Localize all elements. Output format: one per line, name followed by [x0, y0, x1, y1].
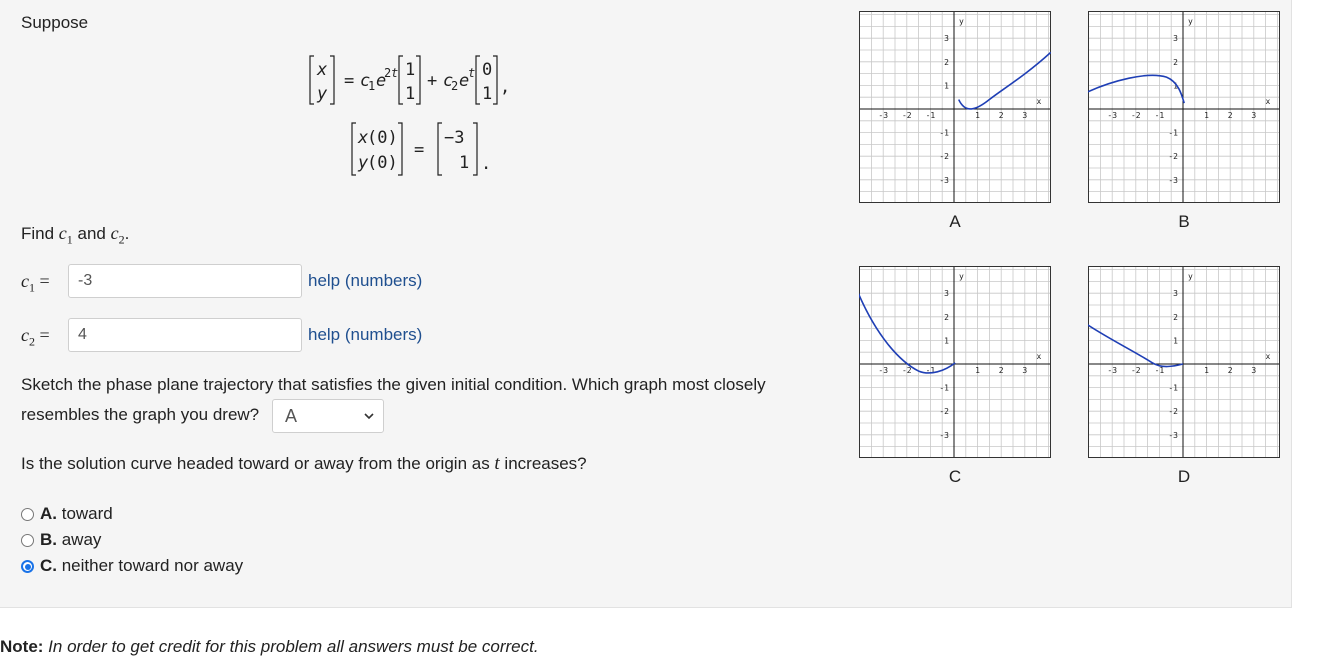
x-tick-label: 3	[1251, 366, 1257, 375]
x-tick-label: 2	[998, 366, 1004, 375]
x-axis-label: x	[1265, 352, 1271, 361]
y-tick-label: 3	[1173, 34, 1178, 44]
x-tick-label: 2	[1227, 111, 1233, 120]
equation-block	[300, 48, 550, 183]
graph-choice-value: A	[285, 406, 298, 426]
radio-button[interactable]	[21, 534, 34, 547]
svg-text:x: x	[358, 128, 369, 148]
y-tick-label: 3	[1173, 289, 1178, 299]
y-tick-label: 3	[944, 34, 949, 44]
y-tick-label: -1	[939, 383, 949, 393]
y-tick-label: -2	[939, 407, 949, 417]
c2-input[interactable]	[68, 318, 302, 352]
y-tick-label: -2	[1168, 407, 1178, 417]
graph-frame	[1089, 267, 1280, 458]
svg-text:c: c	[443, 71, 454, 91]
svg-text:.: .	[481, 154, 492, 174]
x-axis-label: x	[1036, 352, 1042, 361]
option-neither[interactable]: C. neither toward nor away	[21, 556, 243, 576]
y-tick-label: 1	[1173, 81, 1178, 91]
y-axis-label: y	[1188, 17, 1193, 26]
svg-text:=: =	[414, 140, 425, 160]
graph-c	[859, 266, 1051, 458]
footer-note	[0, 637, 539, 657]
find-instruction: Find $c_1$ and $c_2$.	[21, 223, 130, 247]
svg-text:,: ,	[500, 77, 511, 97]
x-tick-label: 1	[1204, 111, 1210, 120]
graph-choice-select[interactable]	[272, 399, 384, 433]
x-tick-label: 3	[1022, 366, 1028, 375]
graph-frame	[860, 12, 1051, 203]
graph-b-label: B	[1178, 212, 1190, 231]
x-tick-label: -2	[1130, 111, 1141, 120]
svg-text:1: 1	[482, 84, 493, 104]
note-label: Note:	[0, 637, 44, 656]
y-tick-label: 1	[944, 336, 949, 346]
y-tick-label: 1	[1173, 336, 1178, 346]
graph-frame	[1089, 12, 1280, 203]
graph-d	[1088, 266, 1280, 458]
graph-b	[1088, 11, 1280, 203]
svg-text:e: e	[376, 71, 387, 91]
x-tick-label: 2	[1227, 366, 1233, 375]
y-tick-label: -1	[1168, 383, 1178, 393]
x-tick-label: 3	[1022, 111, 1028, 120]
radio-button[interactable]	[21, 508, 34, 521]
x-tick-label: -3	[878, 111, 889, 120]
y-tick-label: 3	[944, 289, 949, 299]
y-axis-label: y	[1188, 272, 1193, 281]
intro-text: Suppose	[21, 13, 89, 32]
c1-help-link[interactable]: help (numbers)	[308, 271, 423, 290]
x-tick-label: -1	[925, 111, 936, 120]
y-axis-label: y	[959, 272, 964, 281]
y-tick-label: -3	[939, 175, 949, 185]
graph-d-label: D	[1177, 467, 1191, 486]
c2-help-link[interactable]: help (numbers)	[308, 325, 423, 344]
chevron-down-icon	[363, 410, 375, 422]
direction-question: Is the solution curve headed toward or away from the origin as t increases?	[21, 453, 587, 474]
x-tick-label: 1	[1204, 366, 1210, 375]
y-tick-label: -2	[1168, 152, 1178, 162]
x-tick-label: -3	[1107, 111, 1118, 120]
graph-c-label: C	[948, 467, 962, 486]
y-tick-label: 2	[944, 57, 949, 67]
y-tick-label: 2	[944, 312, 949, 322]
graph-a	[859, 11, 1051, 203]
x-axis-label: x	[1036, 97, 1042, 106]
svg-text:y: y	[358, 153, 369, 173]
svg-text:t: t	[468, 66, 476, 80]
x-tick-label: -2	[901, 366, 912, 375]
x-tick-label: -2	[901, 111, 912, 120]
sketch-question-line2: resembles the graph you drew?	[21, 405, 260, 424]
svg-text:(0): (0)	[367, 153, 398, 173]
svg-text:t: t	[391, 66, 399, 80]
note-text: In order to get credit for this problem all answers must be correct.	[43, 637, 539, 656]
svg-text:−3: −3	[444, 128, 465, 148]
option-toward[interactable]: A. toward	[21, 504, 113, 524]
graph-frame	[860, 267, 1051, 458]
svg-text:=: =	[344, 71, 355, 91]
x-tick-label: -1	[925, 366, 936, 375]
y-tick-label: -1	[939, 128, 949, 138]
svg-text:y: y	[317, 84, 328, 104]
svg-text:c: c	[360, 71, 371, 91]
x-axis-label: x	[1265, 97, 1271, 106]
x-tick-label: -1	[1154, 111, 1165, 120]
radio-button-selected[interactable]	[21, 560, 34, 573]
svg-text:0: 0	[482, 60, 493, 80]
y-tick-label: -2	[939, 152, 949, 162]
svg-text:(0): (0)	[367, 128, 398, 148]
x-tick-label: 3	[1251, 111, 1257, 120]
y-axis-label: y	[959, 17, 964, 26]
x-tick-label: 1	[975, 366, 981, 375]
y-tick-label: 2	[1173, 312, 1178, 322]
y-tick-label: 2	[1173, 57, 1178, 67]
y-tick-label: -3	[939, 430, 949, 440]
x-tick-label: 1	[975, 111, 981, 120]
svg-text:+: +	[427, 71, 438, 91]
graph-a-label: A	[949, 212, 961, 231]
svg-text:2: 2	[451, 79, 459, 93]
x-tick-label: -3	[1107, 366, 1118, 375]
x-tick-label: -2	[1130, 366, 1141, 375]
option-away[interactable]: B. away	[21, 530, 101, 550]
svg-text:2: 2	[384, 66, 392, 80]
svg-text:e: e	[459, 71, 470, 91]
svg-text:1: 1	[405, 84, 416, 104]
c1-input[interactable]	[68, 264, 302, 298]
svg-text:1: 1	[368, 79, 376, 93]
y-tick-label: -3	[1168, 430, 1178, 440]
y-tick-label: -3	[1168, 175, 1178, 185]
sketch-question-line1: Sketch the phase plane trajectory that satisfies the given initial condition. Which graph most closely	[21, 375, 766, 394]
c2-label: $c_2$ =	[21, 325, 50, 349]
x-tick-label: -1	[1154, 366, 1165, 375]
x-tick-label: 2	[998, 111, 1004, 120]
x-tick-label: -3	[878, 366, 889, 375]
y-tick-label: 1	[944, 81, 949, 91]
c1-label: $c_1$ =	[21, 271, 50, 295]
y-tick-label: -1	[1168, 128, 1178, 138]
svg-text:x: x	[317, 60, 328, 80]
svg-text:1: 1	[405, 60, 416, 80]
svg-text:1: 1	[459, 153, 470, 173]
